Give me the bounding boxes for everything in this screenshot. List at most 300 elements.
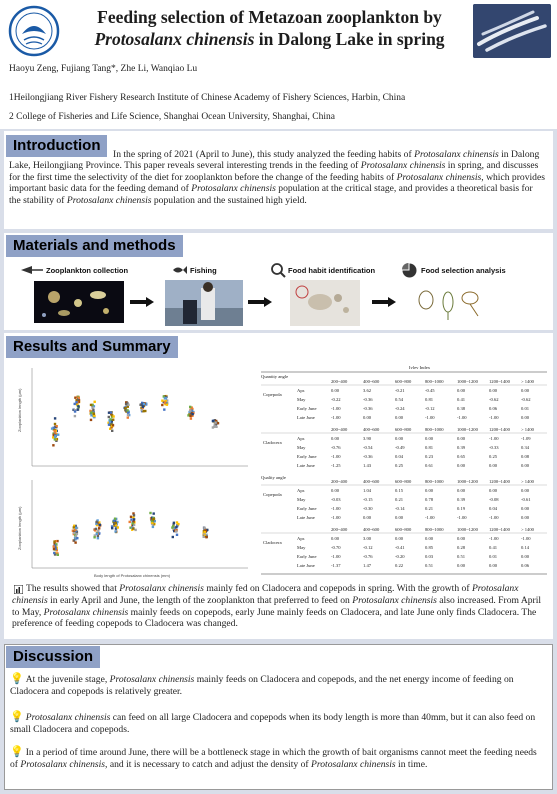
ivlev-col-header: 400~600 <box>363 379 380 384</box>
scatter-point <box>177 523 179 525</box>
scatter-point <box>144 410 146 412</box>
ivlev-cell: -1.00 <box>425 515 435 520</box>
ivlev-col-header: 1200~1400 <box>489 427 510 432</box>
ivlev-group-label: Copepoda <box>263 492 282 497</box>
ivlev-group-label: Copepoda <box>263 392 282 397</box>
ivlev-col-header: 800~1000 <box>425 527 444 532</box>
ivlev-col-header: 1000~1200 <box>457 479 478 484</box>
scatter-point <box>90 419 92 421</box>
discussion-point-1: 💡 At the juvenile stage, Protosalanx chinensis mainly feeds on Cladocera and copepods, and the net energy income of feeding on Cladocera and copepods is relatively greater. <box>10 672 514 697</box>
scatter-point <box>109 418 111 420</box>
ivlev-cell: 0.00 <box>489 563 498 568</box>
ivlev-cell: 1.04 <box>363 488 372 493</box>
ivlev-cell: -1.00 <box>331 515 341 520</box>
ivlev-cell: 0.00 <box>457 536 466 541</box>
scatter-point <box>91 406 93 408</box>
ivlev-row-label: Apr. <box>297 536 306 541</box>
scatter-point <box>74 410 76 412</box>
poster-header <box>0 0 557 62</box>
ivlev-cell: 0.15 <box>395 488 404 493</box>
ivlev-cell: 0.06 <box>521 563 530 568</box>
ivlev-cell: 0.34 <box>521 445 530 450</box>
scatter-point <box>132 527 134 529</box>
scatter-point <box>54 438 56 440</box>
ivlev-col-header: 600~800 <box>395 479 412 484</box>
ivlev-row-label: May <box>297 445 306 450</box>
ivlev-cell: 0.19 <box>457 506 466 511</box>
ivlev-cell: -0.15 <box>363 497 373 502</box>
scatter-point <box>129 521 131 523</box>
scatter-top-points <box>51 395 219 447</box>
ivlev-cell: -0.36 <box>363 454 373 459</box>
scatter-point <box>173 522 175 524</box>
ivlev-cell: -0.08 <box>489 497 499 502</box>
arrow-3-icon <box>372 297 396 307</box>
ivlev-cell: 0.00 <box>521 515 530 520</box>
scatter-point <box>77 405 79 407</box>
scatter-point <box>56 425 58 427</box>
ivlev-row-label: Early June <box>297 554 317 559</box>
ivlev-cell: -1.00 <box>489 515 499 520</box>
scatter-point <box>152 518 154 520</box>
ivlev-cell: -1.00 <box>457 415 467 420</box>
ivlev-cell: 0.00 <box>331 436 340 441</box>
ivlev-col-header: > 1400 <box>521 379 534 384</box>
scatter-point <box>163 408 165 410</box>
ivlev-col-header: 800~1000 <box>425 427 444 432</box>
ivlev-cell: 3.62 <box>363 388 372 393</box>
scatter-point <box>109 421 111 423</box>
scatter-point <box>172 536 174 538</box>
ivlev-cell: -0.36 <box>363 406 373 411</box>
scatter-point <box>92 409 94 411</box>
ivlev-cell: -0.49 <box>395 445 405 450</box>
introduction-heading: Introduction <box>6 135 107 157</box>
affiliation-2: 2 College of Fisheries and Life Science, Shanghai Ocean University, Shanghai, China <box>9 112 335 122</box>
ivlev-cell: 0.08 <box>521 454 530 459</box>
ivlev-cell: 0.51 <box>425 563 434 568</box>
scatter-point <box>189 409 191 411</box>
ivlev-cell: 0.00 <box>521 415 530 420</box>
scatter-point <box>95 521 97 523</box>
ivlev-cell: 0.00 <box>457 563 466 568</box>
ivlev-cell: 0.00 <box>363 515 372 520</box>
ivlev-row-label: Early June <box>297 506 317 511</box>
ivlev-cell: -0.76 <box>331 445 341 450</box>
scatter-point <box>57 434 59 436</box>
ivlev-cell: -1.00 <box>331 415 341 420</box>
scatter-point <box>134 529 136 531</box>
ivlev-panel-quality: Quality angle <box>261 475 286 480</box>
ivlev-cell: -0.54 <box>363 445 373 450</box>
scatter-point <box>73 539 75 541</box>
scatter-point <box>75 401 77 403</box>
lightbulb-icon: 💡 <box>10 745 24 758</box>
scatter-point <box>114 518 116 520</box>
scatter-point <box>51 427 53 429</box>
ivlev-col-header: 800~1000 <box>425 479 444 484</box>
ivlev-cell: 0.00 <box>457 463 466 468</box>
scatter-point <box>164 397 166 399</box>
ivlev-col-header: 800~1000 <box>425 379 444 384</box>
gut-content-photo <box>290 280 360 326</box>
fish-icon <box>172 264 188 276</box>
zooplankton-micrograph <box>34 281 124 323</box>
fishing-photo <box>165 280 243 326</box>
ivlev-cell: 0.00 <box>489 463 498 468</box>
scatter-point <box>52 444 54 446</box>
ivlev-cell: 0.00 <box>395 515 404 520</box>
ivlev-cell: -0.30 <box>363 506 373 511</box>
scatter-point <box>53 545 55 547</box>
ivlev-col-header: 1200~1400 <box>489 479 510 484</box>
ivlev-col-header: 600~800 <box>395 379 412 384</box>
pie-chart-icon <box>402 263 417 278</box>
scatter-point <box>99 524 101 526</box>
ivlev-cell: 0.00 <box>489 488 498 493</box>
scatter-point <box>112 415 114 417</box>
ivlev-cell: 0.41 <box>457 397 466 402</box>
ivlev-cell: -0.70 <box>331 545 341 550</box>
ivlev-cell: 0.00 <box>331 536 340 541</box>
ivlev-cell: 0.81 <box>425 445 434 450</box>
ivlev-cell: 1.43 <box>363 463 372 468</box>
scatter-point <box>214 421 216 423</box>
scatter-point <box>203 527 205 529</box>
ivlev-table-header: Ivlev Index <box>409 365 431 370</box>
ivlev-cell: 0.00 <box>331 488 340 493</box>
ivlev-cell: 0.00 <box>521 488 530 493</box>
scatter-point <box>54 423 56 425</box>
ivlev-cell: 0.21 <box>395 497 404 502</box>
scatter-point <box>161 404 163 406</box>
scatter-point <box>172 525 174 527</box>
ivlev-cell: -1.00 <box>489 436 499 441</box>
scatter-point <box>115 522 117 524</box>
ivlev-cell: 0.00 <box>425 436 434 441</box>
scatter-xlabel: Body length of Protosalanx chinensis (mm) <box>94 573 171 578</box>
ivlev-cell: 0.00 <box>363 415 372 420</box>
scatter-point <box>73 532 75 534</box>
arrow-2-icon <box>248 297 272 307</box>
ivlev-col-header: 1000~1200 <box>457 379 478 384</box>
ivlev-col-header: 1200~1400 <box>489 527 510 532</box>
ivlev-col-header: 200~400 <box>331 427 348 432</box>
scatter-point <box>143 403 145 405</box>
scatter-point <box>176 534 178 536</box>
lightbulb-icon: 💡 <box>10 710 24 723</box>
ivlev-cell: 0.04 <box>489 506 498 511</box>
ivlev-col-header: 600~800 <box>395 427 412 432</box>
step-zooplankton-collection: Zooplankton collection <box>46 266 129 275</box>
scatter-point <box>192 413 194 415</box>
scatter-point <box>94 401 96 403</box>
scatter-point <box>215 426 217 428</box>
ivlev-cell: -0.41 <box>395 545 405 550</box>
scatter-point <box>127 404 129 406</box>
ivlev-cell: -1.00 <box>425 415 435 420</box>
scatter-point <box>126 409 128 411</box>
scatter-point <box>189 415 191 417</box>
ivlev-row-label: May <box>297 497 306 502</box>
ivlev-cell: 0.00 <box>395 415 404 420</box>
scatter-point <box>130 516 132 518</box>
fish-photo <box>473 4 551 58</box>
ivlev-cell: 0.00 <box>521 388 530 393</box>
authors: Haoyu Zeng, Fujiang Tang*, Zhe Li, Wanqiao Lu <box>9 64 198 74</box>
scatter-point <box>98 527 100 529</box>
scatter-point <box>111 430 113 432</box>
scatter-point <box>76 533 78 535</box>
scatter-point <box>76 537 78 539</box>
ivlev-cell: 0.39 <box>457 445 466 450</box>
scatter-point <box>127 414 129 416</box>
ivlev-row-label: Apr. <box>297 388 306 393</box>
ivlev-cell: -0.03 <box>331 497 341 502</box>
scatter-point <box>166 404 168 406</box>
ivlev-cell: 0.00 <box>457 436 466 441</box>
scatter-point <box>161 400 163 402</box>
ivlev-cell: 0.25 <box>395 463 404 468</box>
scatter-point <box>175 526 177 528</box>
scatter-point <box>54 417 56 419</box>
ivlev-cell: -0.62 <box>489 397 499 402</box>
ivlev-cell: 0.22 <box>395 563 404 568</box>
ivlev-cell: 0.41 <box>489 545 498 550</box>
methods-heading: Materials and methods <box>6 235 183 257</box>
ivlev-row-label: Late June <box>297 563 315 568</box>
scatter-point <box>212 420 214 422</box>
ivlev-col-header: 600~800 <box>395 527 412 532</box>
ivlev-col-header: 200~400 <box>331 527 348 532</box>
ivlev-cell: -0.12 <box>425 406 435 411</box>
ivlev-cell: -1.00 <box>331 554 341 559</box>
step-food-habit-identification: Food habit identification <box>288 266 376 275</box>
net-icon <box>20 265 44 275</box>
scatter-point <box>117 526 119 528</box>
ivlev-col-header: 400~600 <box>363 427 380 432</box>
ivlev-row-label: Late June <box>297 415 315 420</box>
scatter-point <box>53 540 55 542</box>
scatter-point <box>90 414 92 416</box>
ivlev-cell: -1.00 <box>521 536 531 541</box>
scatter-point <box>97 537 99 539</box>
ivlev-cell: 0.01 <box>489 554 498 559</box>
ivlev-cell: 0.61 <box>425 463 434 468</box>
ivlev-cell: 0.14 <box>521 545 530 550</box>
ivlev-cell: -1.00 <box>489 536 499 541</box>
discussion-heading: Discussion <box>6 646 100 668</box>
ivlev-cell: -0.45 <box>425 388 435 393</box>
ivlev-cell: -0.24 <box>395 406 405 411</box>
ivlev-col-header: > 1400 <box>521 427 534 432</box>
ivlev-cell: -0.76 <box>363 554 373 559</box>
scatter-bottom-axes <box>32 480 248 568</box>
ivlev-cell: -0.33 <box>489 445 499 450</box>
arrow-1-icon <box>130 297 154 307</box>
magnifier-icon <box>270 262 286 278</box>
scatter-point <box>149 512 151 514</box>
poster-title: Feeding selection of Metazoan zooplankton by Protosalanx chinensis in Dalong Lake in spring <box>94 7 445 49</box>
scatter-point <box>74 541 76 543</box>
scatter-point <box>127 416 129 418</box>
ivlev-cell: 0.00 <box>395 436 404 441</box>
ivlev-cell: -1.00 <box>331 506 341 511</box>
scatter-point <box>125 403 127 405</box>
ivlev-cell: 0.85 <box>425 545 434 550</box>
ivlev-cell: 0.28 <box>457 545 466 550</box>
ivlev-cell: 0.00 <box>425 488 434 493</box>
ivlev-cell: -0.14 <box>395 506 405 511</box>
ivlev-index-table <box>259 363 549 577</box>
scatter-point <box>204 531 206 533</box>
institute-logo <box>8 4 60 58</box>
scatter-point <box>95 528 97 530</box>
ivlev-col-header: > 1400 <box>521 479 534 484</box>
scatter-top-ylabel: Zooplankton length (μm) <box>17 388 22 432</box>
ivlev-cell: 0.21 <box>425 506 434 511</box>
ivlev-cell: 0.65 <box>457 454 466 459</box>
ivlev-col-header: > 1400 <box>521 527 534 532</box>
discussion-point-3: 💡 In a period of time around June, there will be a bottleneck stage in which the growth of bait organisms cannot meet the feeding needs of Protosalanx chinensis, and it is necessary to catch and adjust the density of Protosalanx chinensis in time. <box>10 745 537 770</box>
ivlev-cell: 0.00 <box>521 506 530 511</box>
ivlev-cell: -1.00 <box>489 415 499 420</box>
ivlev-cell: -1.00 <box>457 515 467 520</box>
scatter-point <box>78 397 80 399</box>
ivlev-row-label: Late June <box>297 463 315 468</box>
scatter-point <box>90 404 92 406</box>
scatter-point <box>93 536 95 538</box>
ivlev-cell: 0.06 <box>489 406 498 411</box>
ivlev-cell: -0.20 <box>395 554 405 559</box>
scatter-point <box>76 409 78 411</box>
affiliation-1: 1Heilongjiang River Fishery Research Institute of Chinese Academy of Fishery Sciences, Harbin, China <box>9 93 406 103</box>
ivlev-col-header: 200~400 <box>331 379 348 384</box>
ivlev-cell: -0.36 <box>363 397 373 402</box>
step-food-selection-analysis: Food selection analysis <box>421 266 506 275</box>
step-fishing: Fishing <box>190 266 217 275</box>
ivlev-cell: 0.25 <box>489 454 498 459</box>
ivlev-row-label: Late June <box>297 515 315 520</box>
ivlev-cell: 0.39 <box>457 497 466 502</box>
scatter-point <box>108 412 110 414</box>
scatter-point <box>213 426 215 428</box>
scatter-point <box>93 415 95 417</box>
scatter-point <box>133 514 135 516</box>
scatter-point <box>96 533 98 535</box>
scatter-point <box>111 527 113 529</box>
scatter-point <box>153 512 155 514</box>
introduction-text: In the spring of 2021 (April to June), this study analyzed the feeding habits of Protosalanx chinensis in Dalong Lake, Heilongjiang Province. This paper reveals several interesting trends in the feeding of Protosalanx chinensis in spring, and discusses for the first time the selectivity of the diet for zooplankton before the change of the feeding habits of Protosalanx chinensis, which provides important basic data for the feeding demand of Protosalanx chinensis population at the critical stage, and provides a theoretical basis for the stability of Protosalanx chinensis population and the sustained high yield. <box>9 149 545 206</box>
ivlev-cell: 1.47 <box>363 563 372 568</box>
ivlev-table-rows <box>261 379 547 568</box>
scatter-point <box>97 530 99 532</box>
ivlev-group-label: Cladocera <box>263 540 282 545</box>
ivlev-cell: 3.00 <box>363 536 372 541</box>
scatter-point <box>175 530 177 532</box>
discussion-point-2: 💡 Protosalanx chinensis can feed on all large Cladocera and copepods when its body length is more than 40mm, but it can also feed on small Cladocera and copepods. <box>10 710 536 735</box>
scatter-point <box>189 406 191 408</box>
ivlev-cell: -1.25 <box>331 463 341 468</box>
ivlev-cell: -1.09 <box>521 436 531 441</box>
ivlev-col-header: 400~600 <box>363 527 380 532</box>
ivlev-cell: 0.03 <box>425 554 434 559</box>
scatter-point <box>108 416 110 418</box>
ivlev-col-header: 1000~1200 <box>457 527 478 532</box>
ivlev-cell: 0.00 <box>521 463 530 468</box>
ivlev-row-label: Early June <box>297 454 317 459</box>
ivlev-col-header: 200~400 <box>331 479 348 484</box>
ivlev-cell: 0.00 <box>457 488 466 493</box>
scatter-point <box>114 530 116 532</box>
lightbulb-icon: 💡 <box>10 672 24 685</box>
scatter-point <box>57 554 59 556</box>
ivlev-cell: -0.21 <box>395 388 405 393</box>
results-summary-text: The results showed that Protosalanx chinensis mainly fed on Cladocera and copepods in spring. With the growth of Protosalanx chinensis in early April and June, the length of the zooplankton that preferred to feed on Protosalanx chinensis also increased. From April to May, Protosalanx chinensis mainly feeds on copepods, early June mainly feeds on Cladocera, and late June only finds Cladocera. The preference of feeding copepods to Cladocera was changed. <box>12 583 542 630</box>
scatter-point <box>133 518 135 520</box>
ivlev-cell: -1.00 <box>331 406 341 411</box>
ivlev-cell: 0.38 <box>457 406 466 411</box>
ivlev-cell: 0.01 <box>521 406 530 411</box>
scatter-point <box>54 435 56 437</box>
scatter-point <box>205 536 207 538</box>
ivlev-cell: 3.90 <box>363 436 372 441</box>
scatter-point <box>112 419 114 421</box>
ivlev-cell: 0.00 <box>489 388 498 393</box>
ivlev-row-label: Apr. <box>297 488 306 493</box>
ivlev-row-label: May <box>297 397 306 402</box>
scatter-point <box>93 413 95 415</box>
ivlev-group-label: Cladocera <box>263 440 282 445</box>
scatter-point <box>203 536 205 538</box>
scatter-point <box>164 401 166 403</box>
results-heading: Results and Summary <box>6 336 178 358</box>
scatter-point <box>54 430 56 432</box>
scatter-point <box>131 522 133 524</box>
scatter-bottom-ylabel: Zooplankton length (μm) <box>17 506 22 550</box>
scatter-point <box>53 548 55 550</box>
scatter-point <box>142 406 144 408</box>
ivlev-cell: 0.00 <box>395 536 404 541</box>
scatter-point <box>53 552 55 554</box>
ivlev-row-label: Apr. <box>297 436 306 441</box>
scatter-point <box>190 417 192 419</box>
ivlev-cell: 0.04 <box>395 454 404 459</box>
ivlev-row-label: Early June <box>297 406 317 411</box>
scatter-point <box>141 409 143 411</box>
scatter-plots <box>14 362 256 580</box>
ivlev-col-header: 400~600 <box>363 479 380 484</box>
ivlev-col-header: 1000~1200 <box>457 427 478 432</box>
scatter-point <box>108 424 110 426</box>
ivlev-cell: -0.61 <box>521 497 531 502</box>
scatter-point <box>74 415 76 417</box>
ivlev-cell: 0.00 <box>457 388 466 393</box>
scatter-point <box>110 411 112 413</box>
ivlev-cell: -0.62 <box>521 397 531 402</box>
scatter-bottom-points <box>53 512 209 556</box>
scatter-point <box>130 518 132 520</box>
ivlev-col-header: 1200~1400 <box>489 379 510 384</box>
ivlev-cell: -0.12 <box>363 545 373 550</box>
ivlev-cell: 0.00 <box>425 536 434 541</box>
ivlev-cell: 0.78 <box>425 497 434 502</box>
scatter-point <box>75 527 77 529</box>
scatter-point <box>152 526 154 528</box>
ivlev-cell: 0.54 <box>395 397 404 402</box>
ivlev-cell: 0.51 <box>457 554 466 559</box>
scatter-point <box>74 397 76 399</box>
